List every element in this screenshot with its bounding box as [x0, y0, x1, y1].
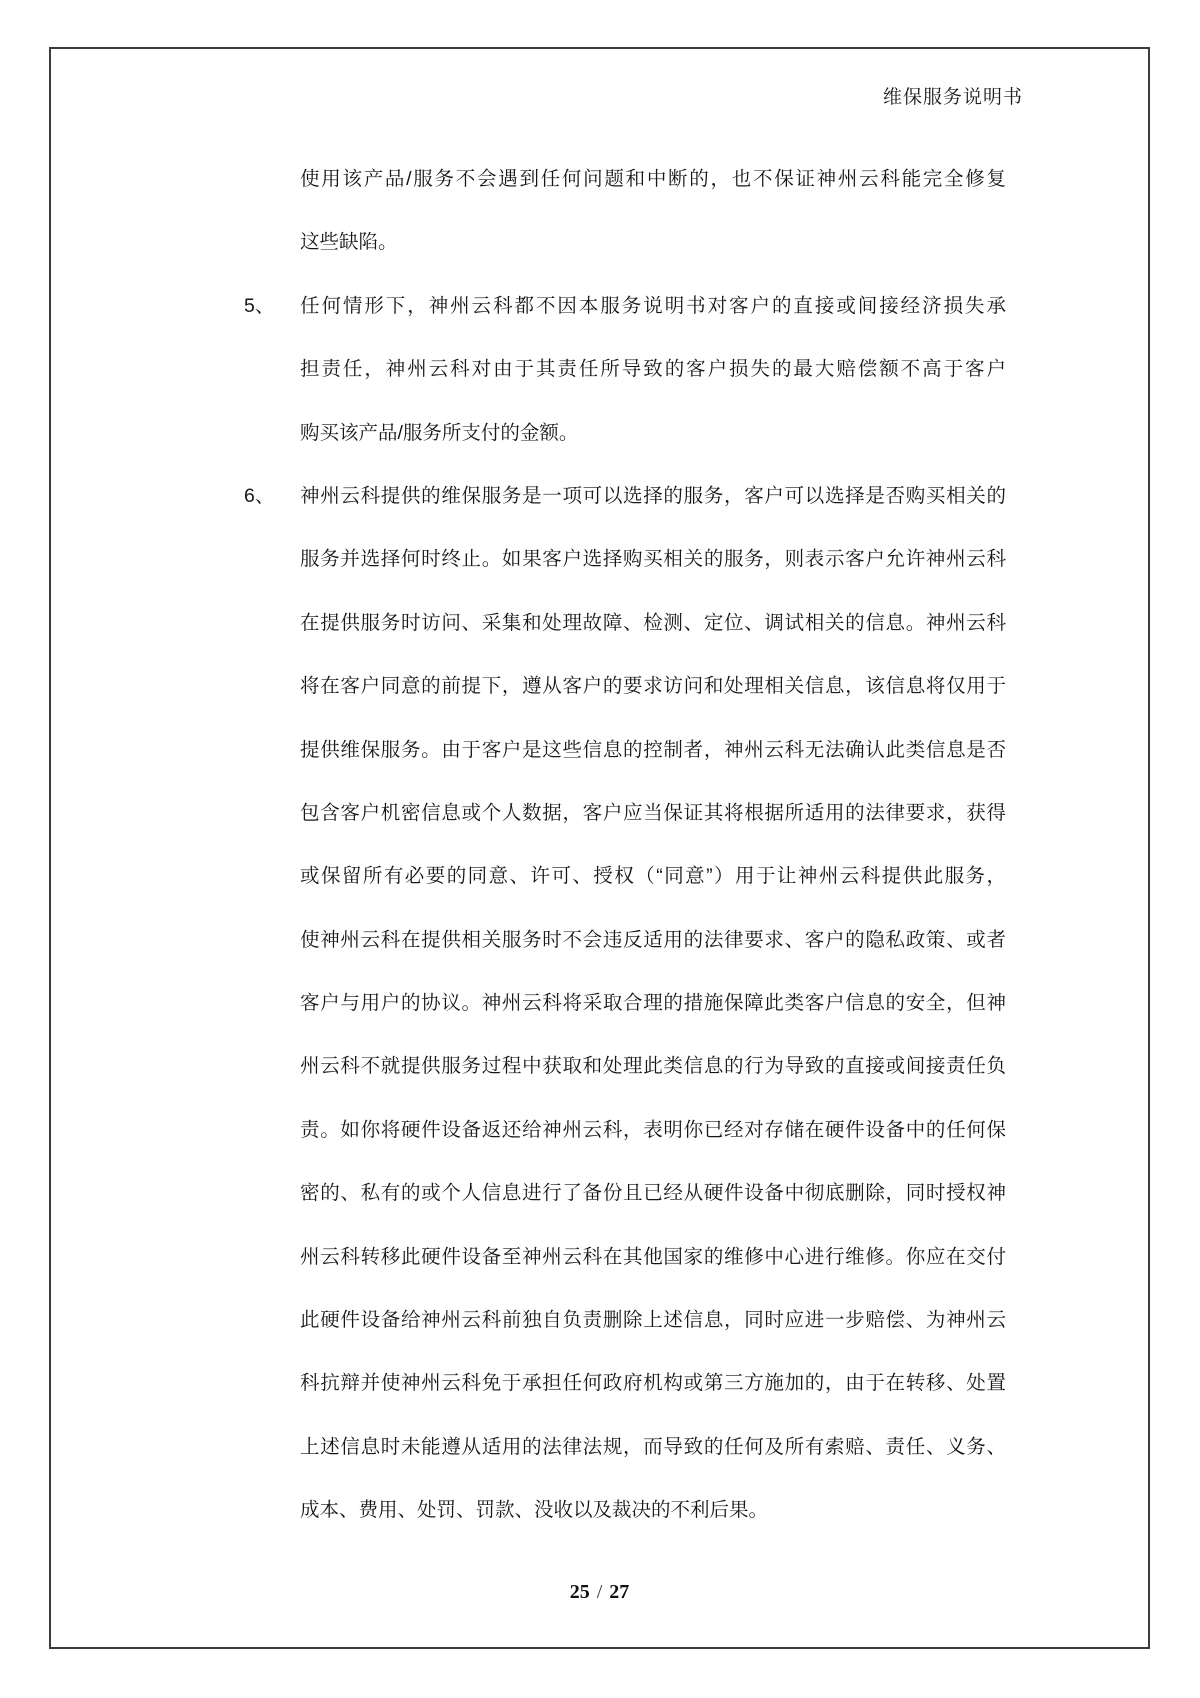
page-number-separator: /: [596, 1581, 603, 1603]
page-header-title: 维保服务说明书: [882, 87, 1023, 108]
text-line: [244, 465, 1006, 528]
total-page-count: 27: [609, 1581, 630, 1603]
text-line-content: 将在客户同意的前提下，遵从客户的要求访问和处理相关信息，该信息将仅用于: [300, 675, 1006, 698]
text-line: [300, 1352, 1006, 1415]
text-line-content: 这些缺陷。: [300, 231, 398, 254]
text-line: [300, 1479, 1006, 1542]
text-line-content: 州云科不就提供服务过程中获取和处理此类信息的行为导致的直接或间接责任负: [300, 1055, 1006, 1078]
text-line: [300, 1099, 1006, 1162]
text-line: [300, 909, 1006, 972]
text-line-content: 上述信息时未能遵从适用的法律法规，而导致的任何及所有索赔、责任、义务、: [300, 1435, 1006, 1458]
text-line-content: 包含客户机密信息或个人数据，客户应当保证其将根据所适用的法律要求，获得: [300, 801, 1006, 824]
text-line-content: 或保留所有必要的同意、许可、授权（“同意”）用于让神州云科提供此服务，: [300, 865, 1006, 888]
text-line-content: 服务并选择何时终止。如果客户选择购买相关的服务，则表示客户允许神州云科: [300, 548, 1006, 571]
text-line-content: 使神州云科在提供相关服务时不会违反适用的法律要求、客户的隐私政策、或者: [300, 928, 1006, 951]
text-line: [300, 1162, 1006, 1225]
text-line: [300, 592, 1006, 655]
text-line: [300, 338, 1006, 401]
text-line-content: 使用该产品/服务不会遇到任何问题和中断的，也不保证神州云科能完全修复: [300, 168, 1006, 190]
text-line: [300, 1035, 1006, 1098]
page-footer: [49, 1581, 1150, 1604]
document-body: [244, 148, 1006, 1543]
text-line: [300, 1416, 1006, 1479]
text-line-content: 任何情形下，神州云科都不因本服务说明书对客户的直接或间接经济损失承: [300, 294, 1006, 317]
current-page-number: 25: [569, 1581, 590, 1603]
text-line-content: 此硬件设备给神州云科前独自负责删除上述信息，同时应进一步赔偿、为神州云: [300, 1309, 1006, 1332]
list-item-number: 5、: [244, 294, 275, 317]
text-line-content: 担责任，神州云科对由于其责任所导致的客户损失的最大赔偿额不高于客户: [300, 358, 1006, 381]
text-line-content: 提供维保服务。由于客户是这些信息的控制者，神州云科无法确认此类信息是否: [300, 738, 1006, 761]
text-line-content: 责。如你将硬件设备返还给神州云科，表明你已经对存储在硬件设备中的任何保: [300, 1118, 1006, 1141]
text-line: [300, 402, 1006, 465]
text-line: [300, 528, 1006, 591]
text-line-content: 州云科转移此硬件设备至神州云科在其他国家的维修中心进行维修。你应在交付: [300, 1245, 1006, 1268]
text-line: [300, 1226, 1006, 1289]
text-line: [300, 782, 1006, 845]
text-line-content: 客户与用户的协议。神州云科将采取合理的措施保障此类客户信息的安全，但神: [300, 992, 1006, 1015]
text-line: [300, 719, 1006, 782]
text-line-content: 密的、私有的或个人信息进行了备份且已经从硬件设备中彻底删除，同时授权神: [300, 1182, 1006, 1205]
text-line: [244, 275, 1006, 338]
text-line: [300, 148, 1006, 211]
text-line-content: 科抗辩并使神州云科免于承担任何政府机构或第三方施加的，由于在转移、处置: [300, 1372, 1006, 1395]
text-line-content: 在提供服务时访问、采集和处理故障、检测、定位、调试相关的信息。神州云科: [300, 611, 1006, 634]
text-line: [300, 845, 1006, 908]
text-line: [300, 1289, 1006, 1352]
text-line: [300, 972, 1006, 1035]
text-line-content: 成本、费用、处罚、罚款、没收以及裁决的不利后果。: [300, 1499, 769, 1522]
text-line-content: 购买该产品/服务所支付的金额。: [300, 421, 579, 444]
text-line: [300, 211, 1006, 274]
list-item-number: 6、: [244, 484, 275, 507]
text-line: [300, 655, 1006, 718]
text-line-content: 神州云科提供的维保服务是一项可以选择的服务，客户可以选择是否购买相关的: [300, 484, 1006, 507]
